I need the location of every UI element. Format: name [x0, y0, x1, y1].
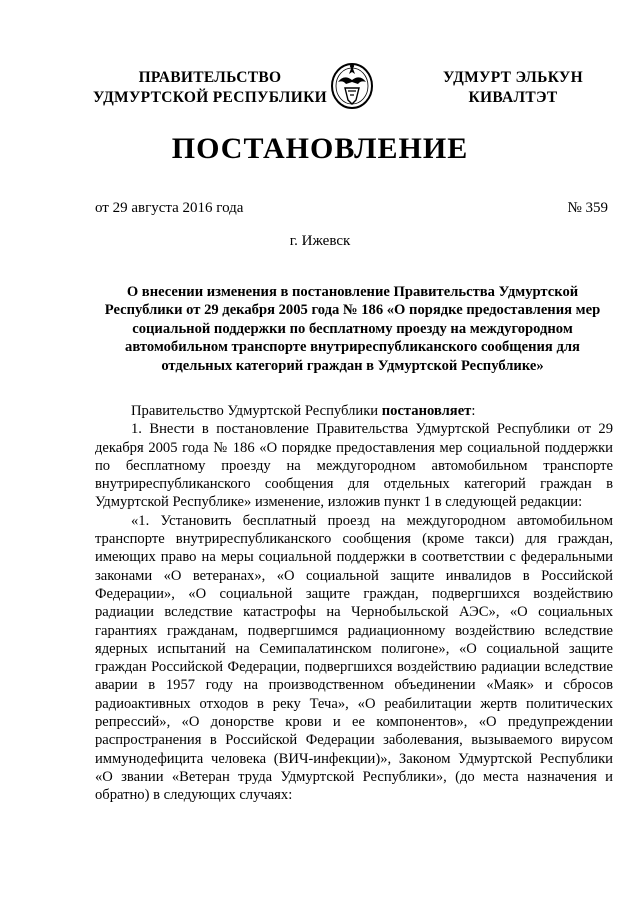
coat-of-arms-emblem-icon [328, 58, 376, 112]
document-date: от 29 августа 2016 года [95, 200, 244, 216]
paragraph-1: 1. Внести в постановление Правительства Удмуртской Республики от 29 декабря 2005 года № 186 «О порядке предоставления мер социальной поддержки по бесплатному проезду на междугородном автомобильном транспорте внутриреспубликанского сообщения для отдельных категорий граждан в Удмуртской Республике» изменение, изложив пункт 1 в следующей редакции: [95, 421, 613, 511]
government-name-russian [90, 68, 330, 108]
intro-keyword: постановляет [381, 403, 472, 419]
government-name-udmurt [418, 68, 608, 108]
document-number: № 359 [567, 200, 608, 216]
intro-colon: : [471, 403, 476, 419]
intro-paragraph [95, 402, 613, 420]
document-body [95, 402, 613, 805]
document-type-heading: ПОСТАНОВЛЕНИЕ [171, 132, 469, 165]
government-name-udmurt-line2: КИВАЛТЭТ [468, 89, 558, 106]
document-city: г. Ижевск [289, 233, 351, 249]
government-name-line1: ПРАВИТЕЛЬСТВО [138, 69, 282, 86]
document-title: О внесении изменения в постановление Правительства Удмуртской Республики от 29 декабря 2005 года № 186 «О порядке предоставления мер социальной поддержки по бесплатному проезду на междугородном автомобильном транспорте внутриреспубликанского сообщения для отдельных категорий граждан в Удмуртской Республике» [104, 284, 601, 374]
intro-text: Правительство Удмуртской Республики [131, 403, 382, 419]
government-name-line2: УДМУРТСКОЙ РЕСПУБЛИКИ [92, 89, 327, 106]
government-name-udmurt-line1: УДМУРТ ЭЛЬКУН [443, 69, 583, 86]
paragraph-2: «1. Установить бесплатный проезд на междугородном автомобильном транспорте внутриреспубликанского сообщения (кроме такси) для граждан, имеющих право на меры социальной поддержки в соответствии с федеральными законами «О ветеранах», «О социальной защите инвалидов в Российской Федерации», «О социальной защите граждан, подвергшихся воздействию радиации вследствие катастрофы на Чернобыльской АЭС», «О социальных гарантиях гражданам, подвергшимся радиационному воздействию вследствие ядерных испытаний на Семипалатинском полигоне», «О социальной защите граждан Российской Федерации, подвергшихся воздействию радиации вследствие аварии в 1957 году на производственном объединении «Маяк» и сбросов радиоактивных отходов в реку Теча», «О реабилитации жертв политических репрессий», «О донорстве крови и ее компонентов», «О предупреждении распространения в Российской Федерации заболевания, вызываемого вирусом иммунодефицита человека (ВИЧ-инфекции)», Законом Удмуртской Республики «О звании «Ветеран труда Удмуртской Республики», (до места назначения и обратно) в следующих случаях: [95, 512, 613, 804]
